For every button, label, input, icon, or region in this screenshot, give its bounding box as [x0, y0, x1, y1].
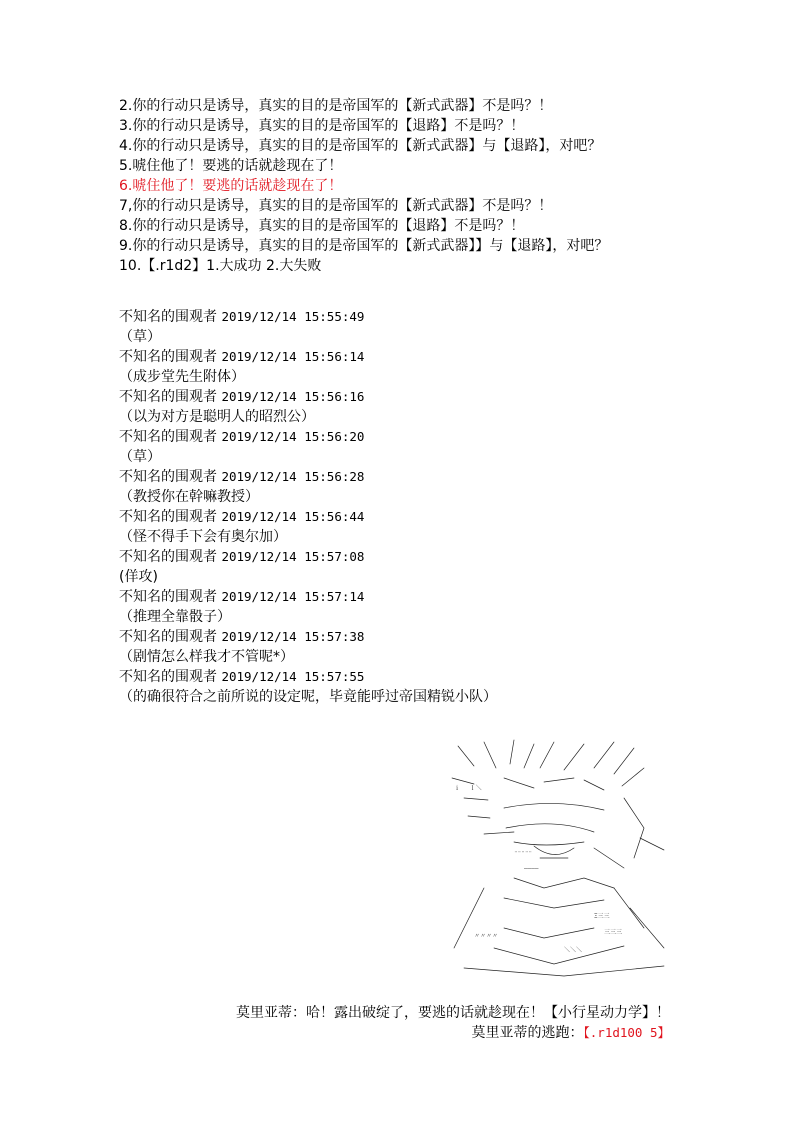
- comment-timestamp: 2019/12/14 15:57:38: [221, 629, 365, 644]
- comment-author: 不知名的围观者: [119, 309, 217, 325]
- comment-text: （草）: [119, 329, 161, 345]
- comment-header: [119, 667, 719, 687]
- options-list: [119, 96, 719, 276]
- comment-author: 不知名的围观者: [119, 509, 217, 525]
- comment-timestamp: 2019/12/14 15:56:20: [221, 429, 365, 444]
- comment-author: 不知名的围观者: [119, 589, 217, 605]
- comment-header: [119, 307, 719, 327]
- comment-text: (佯攻): [119, 569, 158, 585]
- caption-roll-label: 莫里亚蒂的逃跑：: [471, 1025, 584, 1041]
- comment-header: [119, 627, 719, 647]
- comment-timestamp: 2019/12/14 15:57:08: [221, 549, 365, 564]
- svg-text:¨¨¨¨¨: ¨¨¨¨¨: [514, 851, 533, 858]
- comment-timestamp: 2019/12/14 15:56:28: [221, 469, 365, 484]
- comment-header: [119, 387, 719, 407]
- svg-text:ｉ ｌ＼: ｉ ｌ＼: [454, 785, 488, 792]
- option-line: 2.你的行动只是诱导，真实的目的是帝国军的【新式武器】不是吗？！: [119, 98, 553, 114]
- comment-author: 不知名的围观者: [119, 429, 217, 445]
- ascii-art-figure: [444, 738, 679, 980]
- comment-text: （怪不得手下会有奥尔加）: [119, 529, 287, 545]
- comment-author: 不知名的围观者: [119, 549, 217, 565]
- comment-text: （以为对方是聪明人的昭烈公）: [119, 409, 315, 425]
- svg-text:Ξ三三: Ξ三三: [594, 913, 610, 920]
- comment-text: （教授你在幹嘛教授）: [119, 489, 259, 505]
- comment-timestamp: 2019/12/14 15:56:14: [221, 349, 365, 364]
- option-line: 4.你的行动只是诱导，真实的目的是帝国军的【新式武器】与【退路】，对吧？: [119, 138, 602, 154]
- comment-header: [119, 467, 719, 487]
- comment-text: （剧情怎么样我才不管呢*）: [119, 649, 294, 665]
- comment-text: （推理全靠骰子）: [119, 609, 231, 625]
- option-line: 9.你的行动只是诱导，真实的目的是帝国军的【新式武器】】与【退路】，对吧？: [119, 238, 609, 254]
- comments-list: [119, 307, 719, 707]
- comment-header: [119, 347, 719, 367]
- option-line: 7,你的行动只是诱导，真实的目的是帝国军的【新式武器】不是吗？！: [119, 198, 553, 214]
- comment-header: [119, 507, 719, 527]
- comment-author: 不知名的围观者: [119, 389, 217, 405]
- comment-timestamp: 2019/12/14 15:56:16: [221, 389, 365, 404]
- svg-text:＼＼＼: ＼＼＼: [564, 947, 583, 954]
- option-line: 5.唬住他了！要逃的话就趁现在了！: [119, 158, 343, 174]
- option-line: 10.【.r1d2】1.大成功 2.大失败: [119, 258, 322, 274]
- comment-header: [119, 427, 719, 447]
- option-line: 3.你的行动只是诱导，真实的目的是帝国军的【退路】不是吗？！: [119, 118, 525, 134]
- comment-author: 不知名的围观者: [119, 669, 217, 685]
- option-line: 8.你的行动只是诱导，真实的目的是帝国军的【退路】不是吗？！: [119, 218, 525, 234]
- comment-timestamp: 2019/12/14 15:55:49: [221, 309, 365, 324]
- comment-author: 不知名的围观者: [119, 629, 217, 645]
- dice-roll-result: 【.r1d100 5】: [583, 1025, 670, 1040]
- comment-timestamp: 2019/12/14 15:57:55: [221, 669, 365, 684]
- comment-author: 不知名的围观者: [119, 469, 217, 485]
- comment-text: （的确很符合之前所说的设定呢，毕竟能呼过帝国精锐小队）: [119, 689, 497, 705]
- svg-text:三三三: 三三三: [604, 929, 623, 936]
- option-line: 6.唬住他了！要逃的话就趁现在了！: [119, 178, 343, 194]
- comment-header: [119, 587, 719, 607]
- comment-text: （草）: [119, 449, 161, 465]
- caption-text: 莫里亚蒂：哈！露出破绽了，要逃的话就趁现在！【小行星动力学】！: [236, 1005, 670, 1021]
- svg-text:――――: ――――: [524, 865, 539, 872]
- comment-author: 不知名的围观者: [119, 349, 217, 365]
- ascii-art-illustration: [444, 738, 679, 980]
- comment-timestamp: 2019/12/14 15:56:44: [221, 509, 365, 524]
- comment-text: （成步堂先生附体）: [119, 369, 245, 385]
- comment-timestamp: 2019/12/14 15:57:14: [221, 589, 365, 604]
- svg-text:〃〃〃〃: 〃〃〃〃: [474, 933, 499, 940]
- comment-header: [119, 547, 719, 567]
- caption-roll-line: [454, 1003, 670, 1063]
